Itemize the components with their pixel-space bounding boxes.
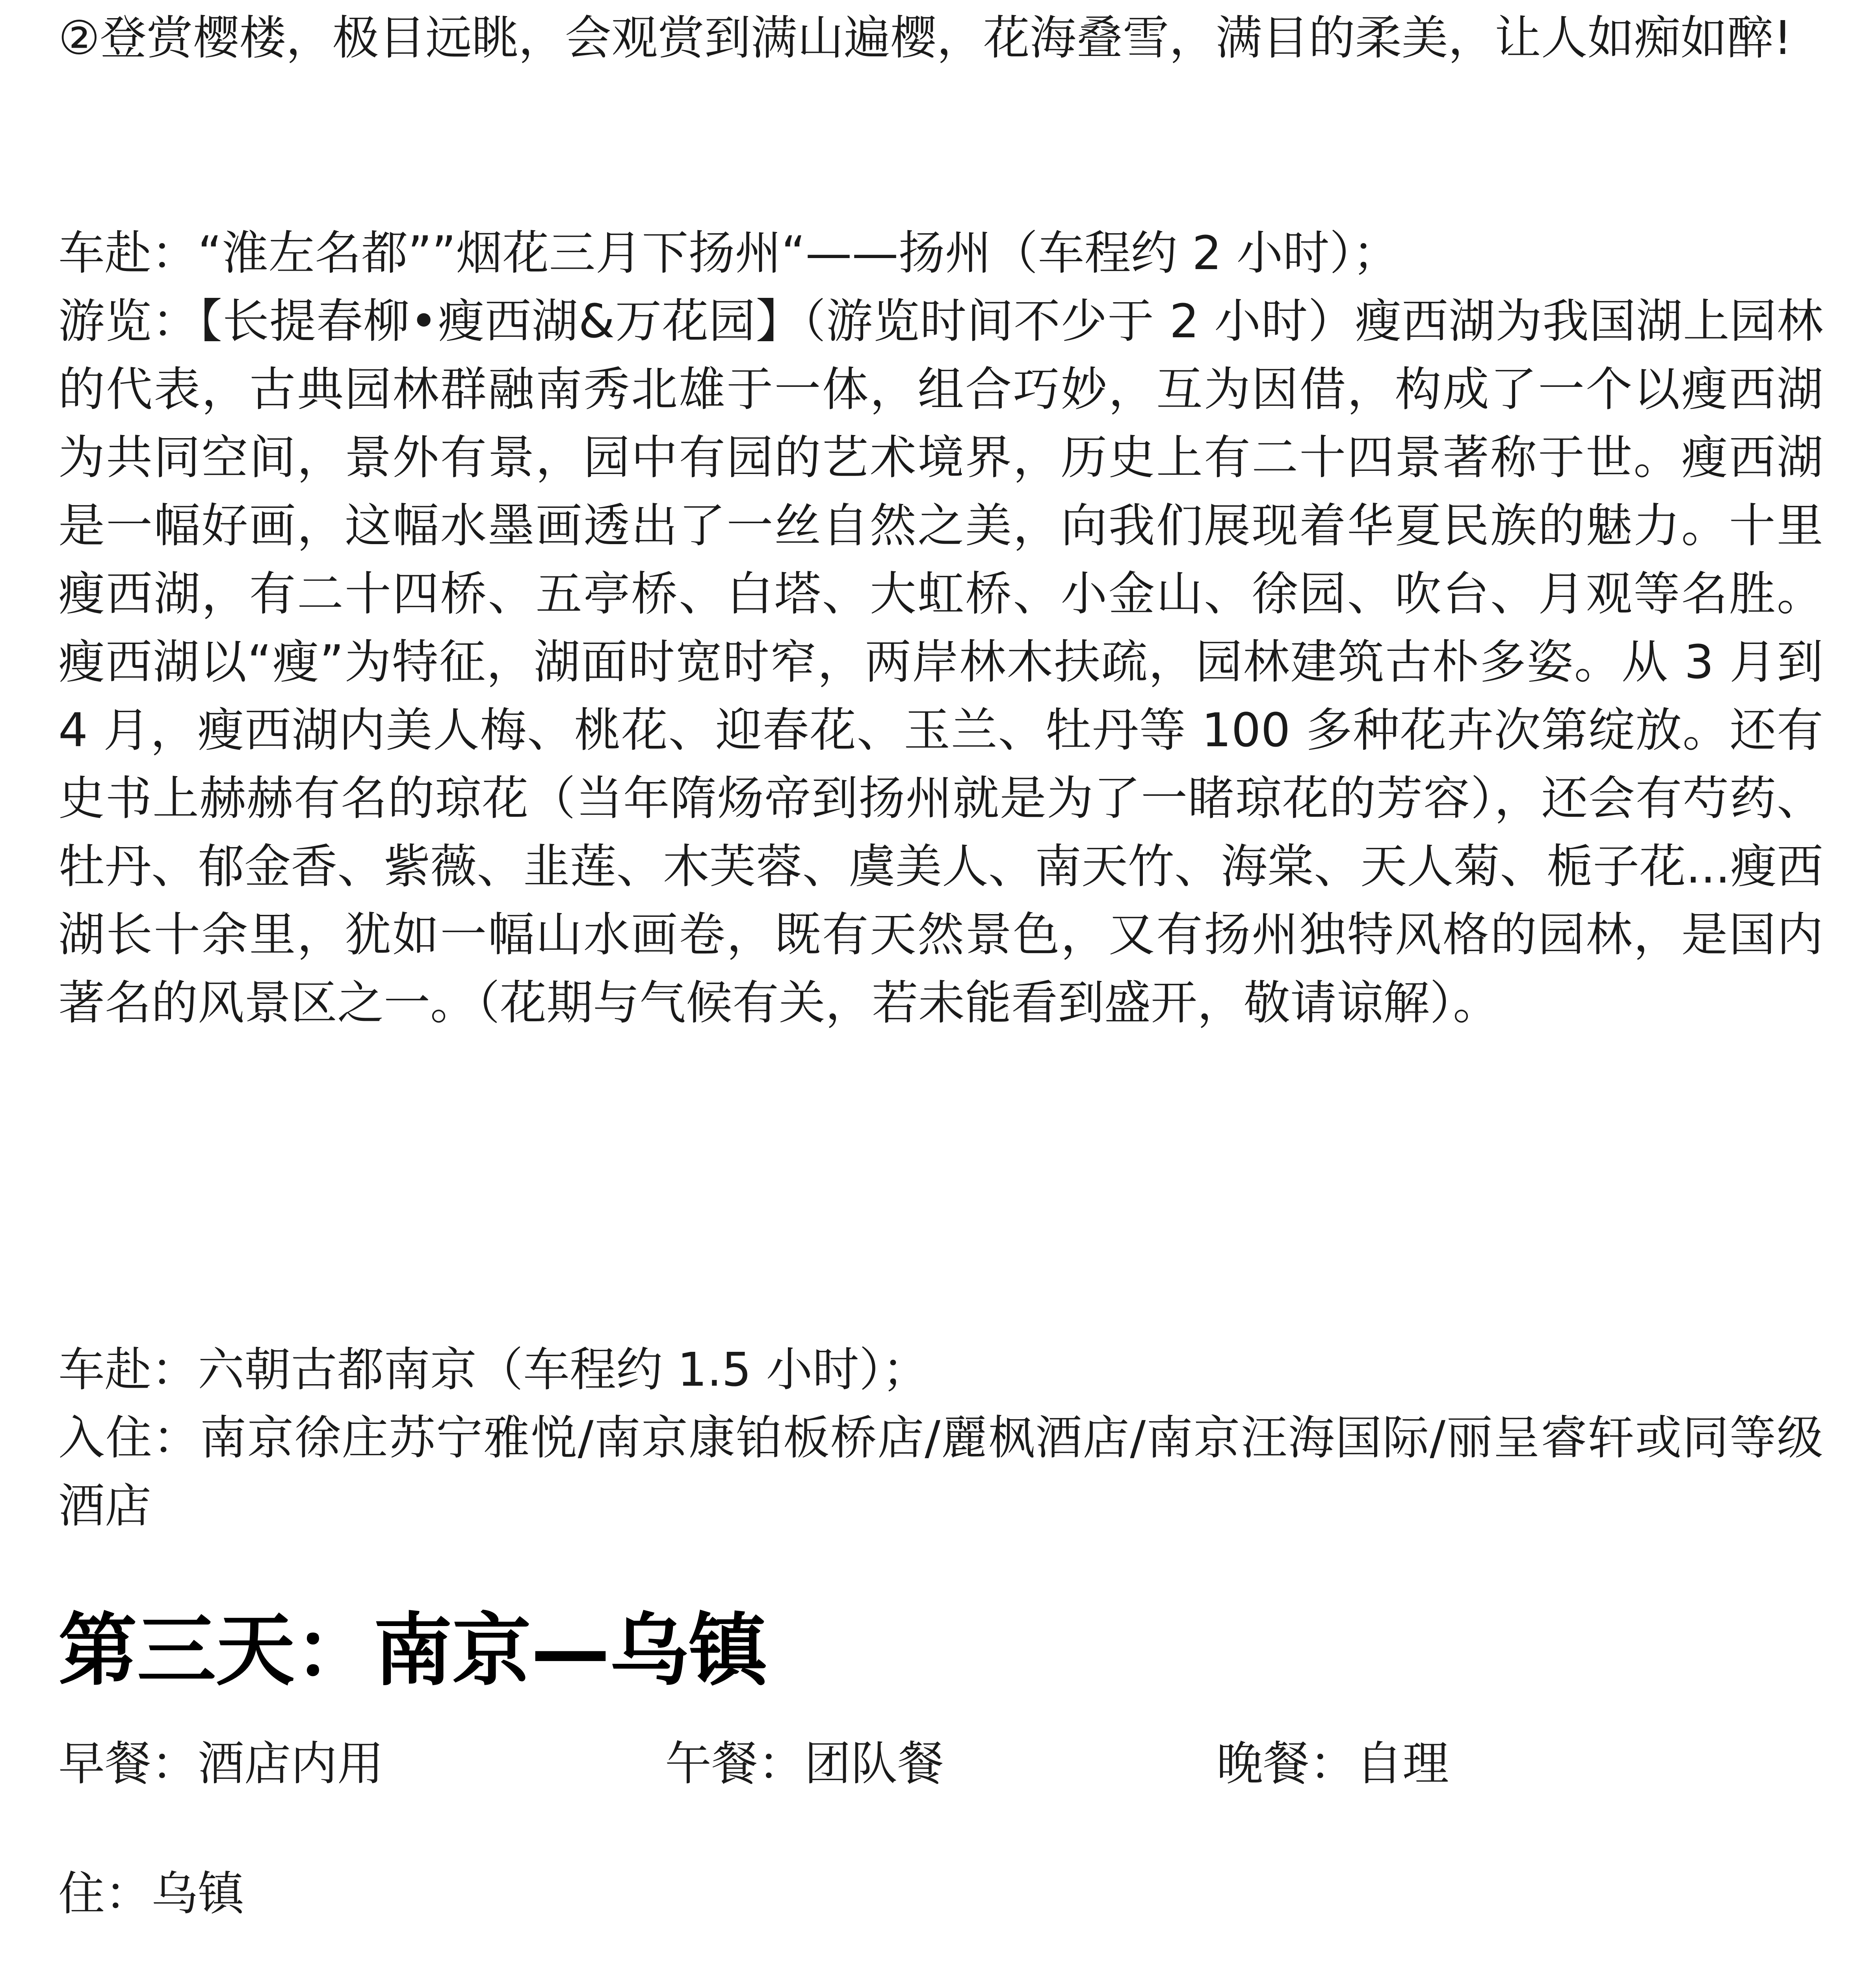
dinner-label: 晚餐：自理 (1217, 1736, 1449, 1791)
lunch-label: 午餐：团队餐 (665, 1736, 944, 1791)
meals-row (58, 1730, 1823, 1798)
paragraph-sakura-tower: ②登赏樱楼，极目远眺，会观赏到满山遍樱，花海叠雪，满目的柔美，让人如痴如醉! (58, 11, 1792, 65)
paragraph-slender-west-lake: 游览：【长提春柳•瘦西湖&万花园】（游览时间不少于 2 小时）瘦西湖为我国湖上园林的代表，古典园林群融南秀北雄于一体，组合巧妙，互为因借，构成了一个以瘦西湖为共同空间，景外有景，园中有园的艺术境界，历史上有二十四景著称于世。瘦西湖是一幅好画，这幅水墨画透出了一丝自然之美，向我们展现着华夏民族的魅力。十里瘦西湖，有二十四桥、五亭桥、白塔、大虹桥、小金山、徐园、吹台、月观等名胜。瘦西湖以“瘦”为特征，湖面时宽时窄，两岸林木扶疏，园林建筑古朴多姿。从 3 月到 4 月，瘦西湖内美人梅、桃花、迎春花、玉兰、牡丹等 100 多种花卉次第绽放。还有史书上赫赫有名的琼花（当年隋炀帝到扬州就是为了一睹琼花的芳容），还会有芍药、牡丹、郁金香、紫薇、韭莲、木芙蓉、虞美人、南天竹、海棠、天人菊、栀子花...瘦西湖长十余里，犹如一幅山水画卷，既有天然景色，又有扬州独特风格的园林，是国内著名的风景区之一。（花期与气候有关，若未能看到盛开，敬请谅解）。 (58, 294, 1823, 1030)
day3-heading: 第三天：南京—乌镇 (58, 1605, 768, 1697)
paragraph-drive-yangzhou: 车赴：“淮左名都””烟花三月下扬州“——扬州（车程约 2 小时）； (58, 226, 1399, 280)
paragraph-hotel-nanjing: 入住：南京徐庄苏宁雅悦/南京康铂板桥店/麗枫酒店/南京汪海国际/丽呈睿轩或同等级酒店 (58, 1411, 1823, 1533)
paragraph-drive-nanjing: 车赴：六朝古都南京（车程约 1.5 小时）； (58, 1342, 929, 1397)
breakfast-label: 早餐：酒店内用 (58, 1736, 384, 1791)
stay-label: 住：乌镇 (58, 1866, 245, 1921)
